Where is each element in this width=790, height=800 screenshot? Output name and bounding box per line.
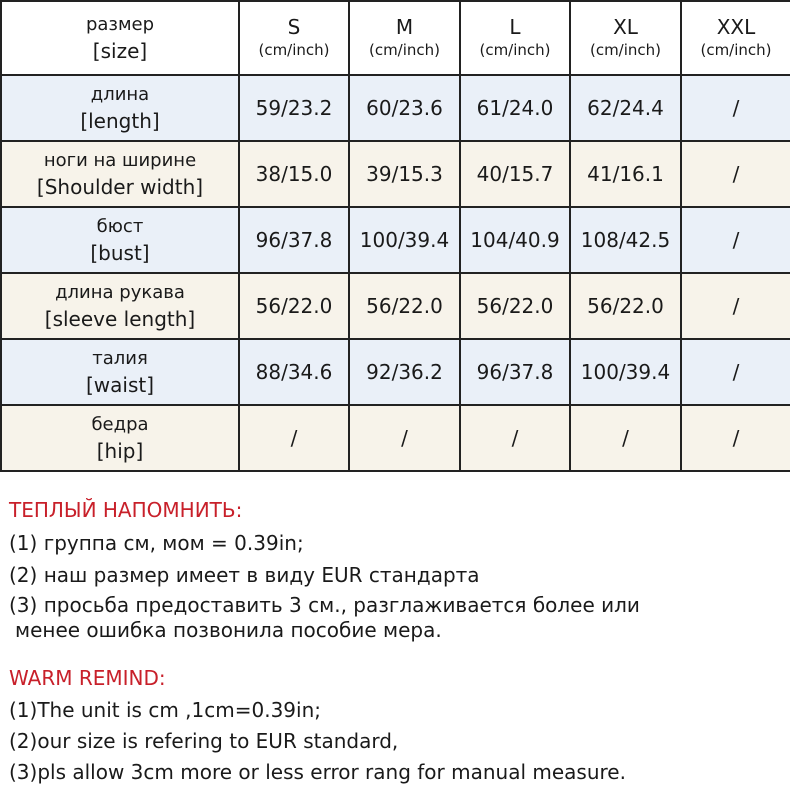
value-cell: 100/39.4 (570, 339, 681, 405)
row-hip (1, 405, 790, 471)
notes-english (9, 665, 779, 786)
size-name: S (287, 15, 301, 39)
value-cell: 41/16.1 (570, 141, 681, 207)
row-label (1, 405, 239, 471)
value-cell: 40/15.7 (460, 141, 570, 207)
row-sleeve-length (1, 273, 790, 339)
size-label-ru: размер (85, 14, 155, 35)
row-label-ru: ноги на ширине (43, 150, 197, 171)
row-shoulder-width (1, 141, 790, 207)
column-header-m (349, 1, 460, 75)
size-name: L (509, 15, 521, 39)
notes-en-line-2: (2)our size is refering to EUR standard, (9, 729, 399, 753)
value-cell: 56/22.0 (349, 273, 460, 339)
notes-ru-title: ТЕПЛЫЙ НАПОМНИТЬ: (9, 498, 243, 522)
size-unit: (cm/inch) (368, 41, 441, 59)
row-label-en: [sleeve length] (44, 307, 196, 331)
value-cell: / (681, 339, 790, 405)
row-label-en: [length] (80, 109, 160, 133)
size-header-cell (1, 1, 239, 75)
row-label-ru: талия (92, 348, 148, 369)
notes-en-line-1: (1)The unit is cm ,1cm=0.39in; (9, 698, 321, 722)
notes-ru-line-2: (2) наш размер имеет в виду EUR стандарта (9, 563, 480, 587)
notes-ru-line-3 (9, 593, 779, 643)
size-unit: (cm/inch) (258, 41, 330, 59)
value-cell: 104/40.9 (460, 207, 570, 273)
notes-ru-line-3b: менее ошибка позвонила пособие мера. (15, 618, 442, 642)
notes-ru-line-3a: (3) просьба предоставить 3 см., разглаживается более или (9, 593, 640, 617)
value-cell: 96/37.8 (460, 339, 570, 405)
value-cell: 108/42.5 (570, 207, 681, 273)
value-cell: 56/22.0 (570, 273, 681, 339)
row-label-en: [Shoulder width] (36, 175, 204, 199)
value-cell: 92/36.2 (349, 339, 460, 405)
column-header-s (239, 1, 349, 75)
row-label (1, 207, 239, 273)
size-unit: (cm/inch) (700, 41, 772, 59)
value-cell: / (570, 405, 681, 471)
row-label-ru: длина (90, 84, 150, 105)
size-name: XL (613, 15, 638, 39)
value-cell: 96/37.8 (239, 207, 349, 273)
value-cell: 39/15.3 (349, 141, 460, 207)
value-cell: / (681, 75, 790, 141)
value-cell: / (681, 273, 790, 339)
value-cell: / (681, 207, 790, 273)
row-label (1, 339, 239, 405)
value-cell: / (349, 405, 460, 471)
row-bust (1, 207, 790, 273)
row-label-en: [bust] (90, 241, 150, 265)
row-label-ru: бюст (96, 216, 144, 237)
notes-russian (9, 497, 779, 643)
notes-en-line-3: (3)pls allow 3cm more or less error rang for manual measure. (9, 760, 626, 784)
value-cell: / (681, 141, 790, 207)
row-label-en: [hip] (96, 439, 144, 463)
value-cell: 88/34.6 (239, 339, 349, 405)
size-name: M (395, 15, 414, 39)
row-label-ru: длина рукава (55, 282, 185, 303)
row-label-ru: бедра (91, 414, 149, 435)
value-cell: 100/39.4 (349, 207, 460, 273)
value-cell: 60/23.6 (349, 75, 460, 141)
notes-ru-line-1: (1) группа см, мом = 0.39in; (9, 531, 304, 555)
value-cell: 56/22.0 (239, 273, 349, 339)
value-cell: / (681, 405, 790, 471)
value-cell: 56/22.0 (460, 273, 570, 339)
size-label-en: [size] (92, 39, 148, 63)
row-length (1, 75, 790, 141)
row-label (1, 75, 239, 141)
value-cell: / (239, 405, 349, 471)
notes-en-title: WARM REMIND: (9, 666, 166, 690)
value-cell: 61/24.0 (460, 75, 570, 141)
row-label (1, 141, 239, 207)
row-label (1, 273, 239, 339)
column-header-xl (570, 1, 681, 75)
value-cell: 38/15.0 (239, 141, 349, 207)
row-label-en: [waist] (85, 373, 155, 397)
column-header-xxl (681, 1, 790, 75)
size-name: XXL (716, 15, 756, 39)
value-cell: / (460, 405, 570, 471)
row-waist (1, 339, 790, 405)
value-cell: 62/24.4 (570, 75, 681, 141)
size-unit: (cm/inch) (479, 41, 551, 59)
value-cell: 59/23.2 (239, 75, 349, 141)
header-row (1, 1, 790, 75)
size-unit: (cm/inch) (589, 41, 662, 59)
column-header-l (460, 1, 570, 75)
